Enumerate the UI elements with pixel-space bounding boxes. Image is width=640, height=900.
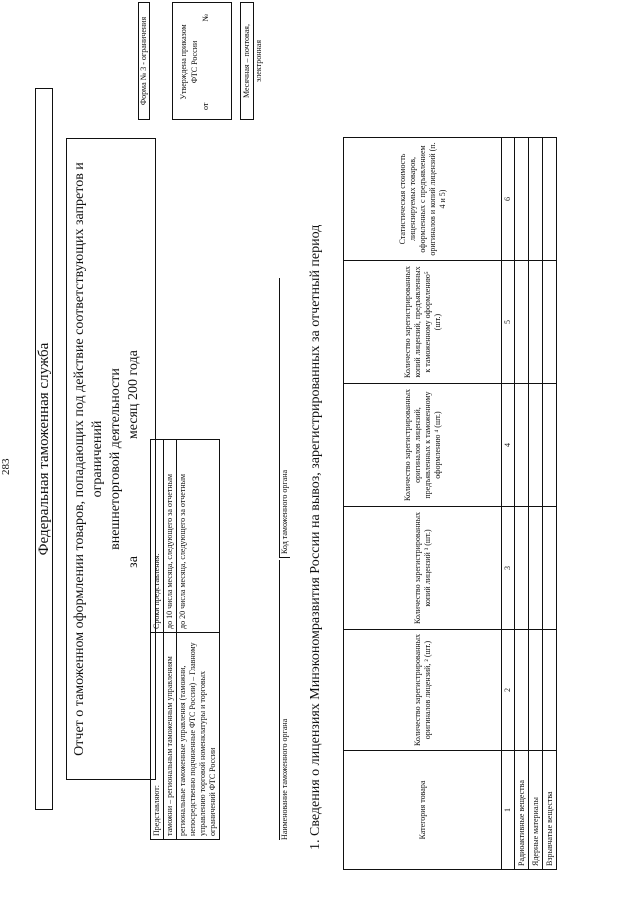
submit-row-when: до 10 числа месяца, следующего за отчетным [164,440,177,633]
approval-ot: от [201,102,210,110]
org-code-label: Код таможенного органа [279,278,290,558]
submit-row-who: региональные таможенные управления (таможни, непосредственно подчиненные ФТС России) – Главному управлению торговой номенклатуры и торговых ограничений ФТС России [177,633,220,840]
submission-frequency: Месячная – почтовая, электронная [240,2,254,120]
column-number: 6 [502,138,515,261]
column-header: Статистическая стоимость лицензируемых товаров, оформленных с предъявлением оригиналов и копий лицензий (п. 4 и 5) [344,138,502,261]
submit-header-when: Сроки представления: [151,440,164,633]
value-cell [529,630,543,751]
submit-row-when: до 20 числа месяца, следующего за отчетным [177,440,220,633]
period-suffix: года [126,350,141,376]
category-cell: Ядерные материалы [529,751,543,870]
report-title-box [66,138,156,780]
table-row [543,138,557,870]
submit-header-who: Представляют: [151,633,164,840]
period-month: месяц [126,403,141,440]
value-cell [515,138,529,261]
column-header: Количество зарегистрированных оригиналов лицензий, предъявленных к таможенному оформлению ⁴ (шт.) [344,384,502,507]
column-number: 3 [502,507,515,630]
approval-date-number [200,14,211,110]
value-cell [529,138,543,261]
column-header: Количество зарегистрированных копий лицензий ³ (шт.) [344,507,502,630]
value-cell [529,507,543,630]
value-cell [515,507,529,630]
value-cell [543,630,557,751]
period-prefix: за [126,556,141,568]
value-cell [515,630,529,751]
submission-table [150,439,220,840]
column-number: 1 [502,751,515,870]
value-cell [543,261,557,384]
column-number: 5 [502,261,515,384]
form-number: Форма № 3 - ограничения [138,2,150,120]
period-year: 200 [126,379,141,400]
approval-line1: Утверждена приказом [179,24,188,100]
section-title: 1. Сведения о лицензиях Минэкономразвития России на вывоз, зарегистрированных за отчетный период [308,224,323,850]
category-cell: Взрывчатые вещества [543,751,557,870]
value-cell [543,384,557,507]
category-cell: Радиоактивные вещества [515,751,529,870]
value-cell [529,384,543,507]
report-title-line2: внешнеторговой деятельности [108,368,123,550]
submit-row-who: таможни – региональным таможенным управлениям [164,633,177,840]
license-table [343,137,557,870]
value-cell [543,507,557,630]
report-title-line1: Отчет о таможенном оформлении товаров, попадающих под действие соответствующих запретов и ограничений [72,162,105,756]
approval-no: № [201,14,210,22]
report-period [125,139,143,779]
column-header: Количество зарегистрированных оригиналов лицензий, ² (шт.) [344,630,502,751]
column-number: 2 [502,630,515,751]
table-row [515,138,529,870]
value-cell [529,261,543,384]
page-number: 283 [0,458,12,475]
column-number: 4 [502,384,515,507]
value-cell [515,384,529,507]
approval-line2: ФТС России [190,40,199,84]
table-row [529,138,543,870]
value-cell [515,261,529,384]
agency-title: Федеральная таможенная служба [35,88,53,810]
value-cell [543,138,557,261]
org-name-label: Наименование таможенного органа [279,560,290,840]
column-header: Количество зарегистрированных копий лицензий, предъявленных к таможенному оформлению⁵ (шт.) [344,261,502,384]
approval-stamp [178,14,211,110]
column-header: Категория товара [344,751,502,870]
